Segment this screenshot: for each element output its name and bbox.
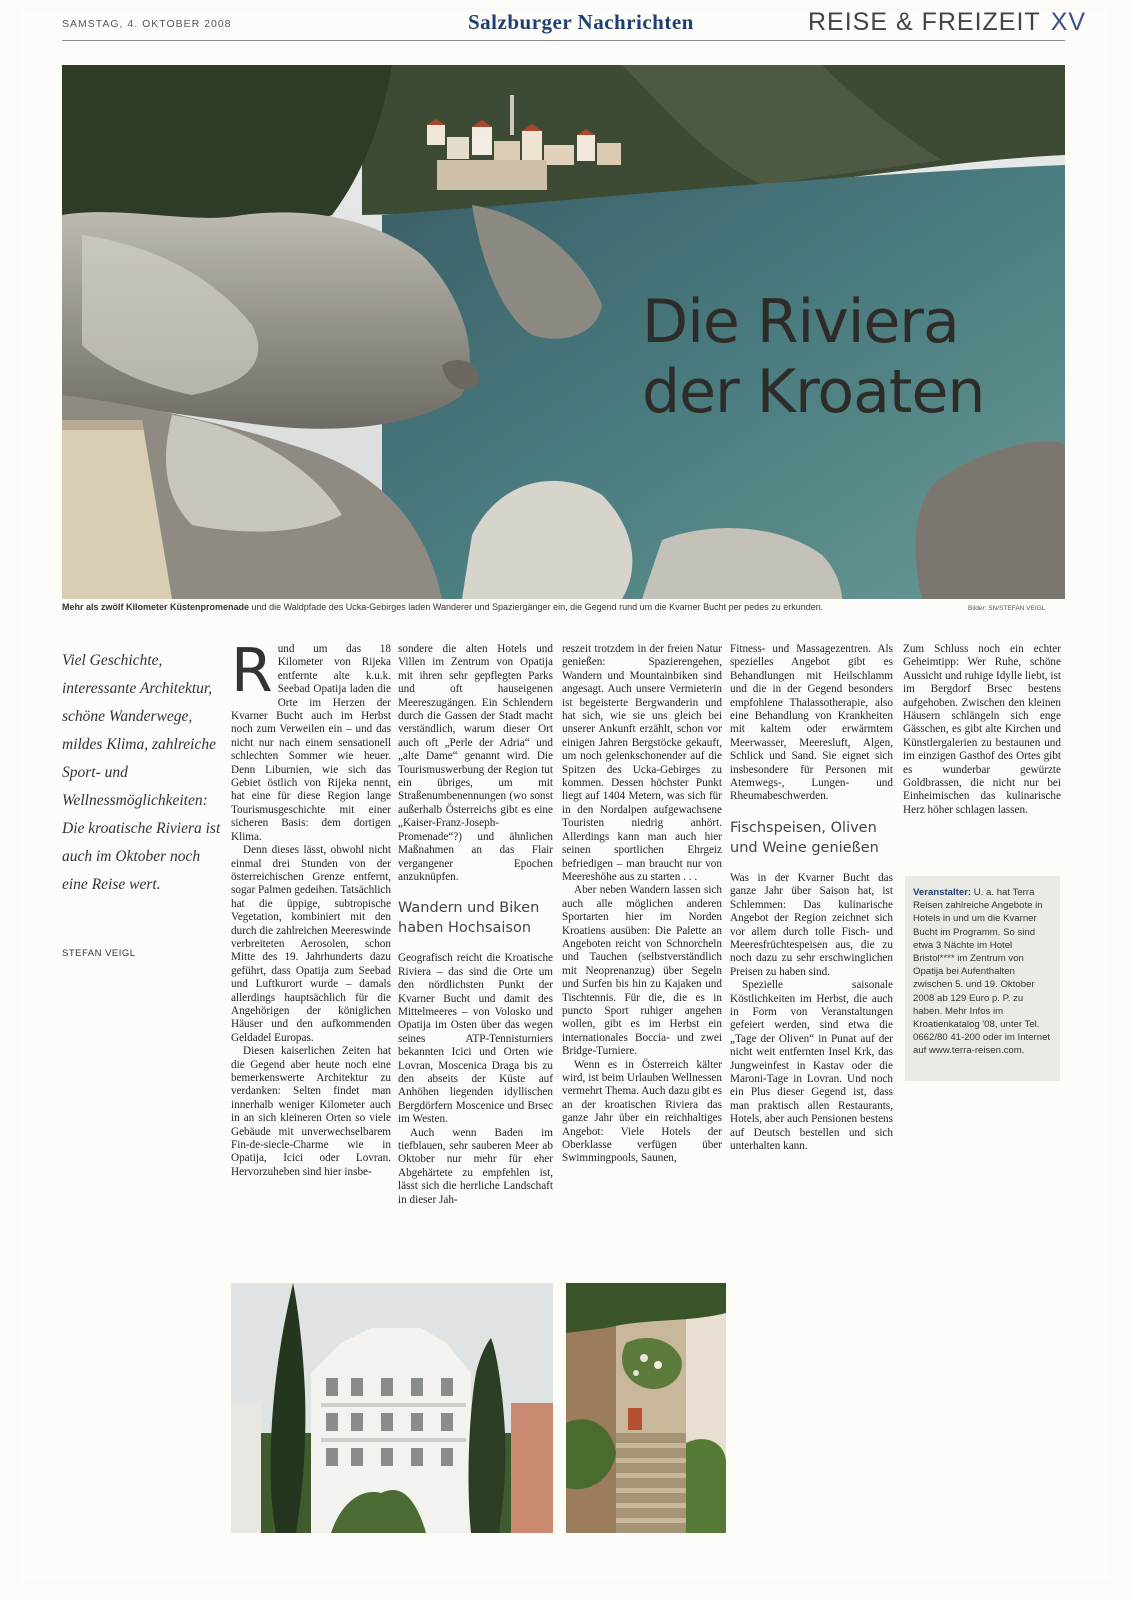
paragraph: Zum Schluss noch ein echter Geheimtipp: Wer Ruhe, schöne Aussicht und ruhige Idylle liebt, ist im Bergdorf Brsec bestens aufgehoben. Zwischen den kleinen Häusern schlängeln sich enge Gässchen, es gibt alte Kirchen und Künstlergalerien zu bestaunen und im einzigen Gasthof des Ortes gibt es wunderbar gewürzte Goldbrassen, die nicht nur bei Einheimischen das kulinarische Herz höher schlagen lassen. <box>903 643 1061 816</box>
paragraph: Spezielle saisonale Köstlichkeiten im Herbst, die auch in Form von Veranstaltungen gefeiert werden, sind etwa die „Tage der Oliven“ in Punat auf der nicht weit entfernten Insel Krk, das Jungweinfest in Kastav oder die Maroni-Tage in Lovran. Und noch ein Plus dieser Gegend ist, dass man praktisch allen Restaurants, Hotels, aber auch Pensionen bestens auf Deutsch bestellen und sich unterhalten kann. <box>730 979 893 1152</box>
headline-line-2: der Kroaten <box>642 357 985 427</box>
paragraph: Was in der Kvarner Bucht das ganze Jahr über Saison hat, ist Schlemmen: Das kulinarische Angebot der Region zeichnet sich vor allem durch tolle Fisch- und Meeresfrüchtespeisen aus, die zu noch dazu zu sehr erschwinglichen Preisen zu haben sind. <box>730 871 893 978</box>
paragraph: Denn dieses lässt, obwohl nicht einmal drei Stunden von der österreichischen Grenze entfernt, sogar Palmen gedeihen. Tatsächlich hat die üppige, subtropische Vegetation, kombiniert mit den durch die zahlreichen Meereswinde verbreiteten Aerosolen, schon Mitte des 19. Jahrhunderts dazu geführt, dass Opatija zum Seebad und Luftkurort wurde – damals allerdings hauptsächlich für die Angehörigen der königlichen Häuser und den aufkommenden Geldadel Europas. <box>231 844 391 1044</box>
alley-illustration <box>566 1283 726 1533</box>
photo-credit: Bilder: SN/STEFAN VEIGL <box>968 605 1046 612</box>
article-column-2 <box>398 643 553 1207</box>
page-number: XV <box>1050 8 1087 36</box>
header-divider <box>62 40 1065 41</box>
paragraph: reszeit trotzdem in der freien Natur genießen: Spazierengehen, Wandern und Mountainbiken sind angesagt. Auch unsere Vermieterin ist begeisterte Bergwanderin und hat sich, wie sie uns gleich bei unserer Ankunft erzählt, schon vor einigen Jahren Bergstöcke gekauft, um noch gelenkschonender auf die Spitzen des Ucka-Gebirges zu kommen. Dessen höchster Punkt liegt auf 1404 Metern, was sich für in den Nordalpen aufgewachsene Touristen niedrig anhört. Allerdings kann man auch hier seinen sportlichen Ehrgeiz befriedigen – man braucht nur von Meereshöhe aus zu starten . . . <box>562 643 722 883</box>
article-column-3 <box>562 643 722 1166</box>
paragraph: Aber neben Wandern lassen sich auch alle möglichen anderen Sportarten hier im Norden Kroatiens ausüben: Die Palette an Angeboten reicht von Schnorcheln und Tauchen (selbstverständlich mit Neoprenanzug) über Segeln und Surfen bis hin zu Kajaken und Tischtennis. Für die, die es in puncto Sport ruhiger angehen wollen, gibt es im Herbst ein internationales Boccia- und zwei Bridge-Turniere. <box>562 884 722 1058</box>
headline-line-1: Die Riviera <box>642 287 959 357</box>
paragraph: Fitness- und Massagezentren. Als spezielles Angebot gibt es Behandlungen mit Heilschlamm und die in der Gegend besonders empfohlene Thalassotherapie, also eine Behandlung von Krankheiten mit kaltem oder erwärmtem Meerwasser, Meeresluft, Algen, Schlick und Sand. Sie eignet sich insbesondere für Personen mit Atemwegs-, Lungen- und Rheumabeschwerden. <box>730 643 893 803</box>
issue-date: SAMSTAG, 4. OKTOBER 2008 <box>62 18 232 30</box>
author-byline: STEFAN VEIGL <box>62 948 136 959</box>
villa-illustration <box>231 1283 553 1533</box>
article-lead: Viel Geschichte, interessante Architektur, schöne Wanderwege, mildes Klima, zahlreiche Sport- und Wellnessmöglichkeiten: Die kroatische Riviera ist auch im Oktober noch eine Reise wert. <box>62 652 221 893</box>
alley-photo <box>566 1283 726 1533</box>
article-column-1 <box>231 636 391 1179</box>
paragraph: Diesen kaiserlichen Zeiten hat die Gegend aber heute noch eine bemerkenswerte Architektur zu verdanken: Selten findet man innerhalb weniger Kilometer auch in an sich kleineren Orten so viele Gebäude mit unverwechselbarem Fin-de-siecle-Charme wie in Opatija, Icici oder Lovran. Hervorzuheben sind hier insbe- <box>231 1045 391 1178</box>
tour-operator-infobox <box>905 876 1060 1081</box>
drop-cap: R <box>231 636 273 706</box>
paragraph: Wenn es in Österreich kälter wird, ist beim Urlauben Wellnessen vermehrt Thema. Auch dazu gibt es an der kroatischen Riviera das ganze Jahr über ein reichhaltiges Angebot: Viele Hotels der Oberklasse verfügen über Swimmingpools, Saunen, <box>562 1058 722 1165</box>
caption-bold: Mehr als zwölf Kilometer Küstenpromenade <box>62 602 250 612</box>
infobox-text: U. a. hat Terra Reisen zahlreiche Angebote in Hotels in und um die Kvarner Bucht im Programm. So sind etwa 3 Nächte im Hotel Bristol**** im Zentrum von Opatija bei Aufenthalten zwischen 5. und 19. Oktober 2008 ab 129 Euro p. P. zu haben. Mehr Infos im Kroatienkatalog '08, unter Tel. 0662/80 41-200 oder im Internet auf www.terra-reisen.com. <box>913 887 1051 1057</box>
villa-photo <box>231 1283 553 1533</box>
caption-text: und die Waldpfade des Ucka-Gebirges laden Wanderer und Spaziergänger ein, die Gegend rund um die Kvarner Bucht per pedes zu erkunden. <box>249 602 824 612</box>
paragraph: und um das 18 Kilometer von Rijeka entfernte alte k.u.k. Seebad Opatija laden die Orte im Herzen der Kvarner Bucht auch im Herbst noch zum Verweilen ein – und das nicht nur nach einem sensationell schlechten Sommer wie heuer. Denn Liburnien, wie sich das Gebiet östlich von Rijeka nennt, hat eine für diese Region lange Tourismusgeschichte mit einer sicheren Basis: dem dortigen Klima. <box>231 643 391 843</box>
subheading-food: Fischspeisen, Oliven und Weine genießen <box>730 819 879 856</box>
infobox-label: Veranstalter: <box>913 887 972 898</box>
paragraph: sondere die alten Hotels und Villen im Zentrum von Opatija mit ihren sehr gepflegten Parks und oft hauseigenen Meereszugängen. Ein Schlendern durch die Gassen der Stadt macht verständlich, warum dieser Ort auch oft „Perle der Adria“ und „alte Dame“ genannt wird. Die Tourismuswerbung der Region tut ein übriges, um mit Straßenumbenennungen (wo sonst außerhalb Österreichs gibt es eine „Kaiser-Franz-Joseph-Promenade“?) und ähnlichen Maßnahmen an das Flair vergangener Epochen anzuknüpfen. <box>398 643 553 883</box>
hero-photo <box>62 65 1065 599</box>
masthead: Salzburger Nachrichten <box>468 10 694 34</box>
photo-caption <box>62 602 962 612</box>
paragraph: Auch wenn Baden im tiefblauen, sehr sauberen Meer ab Oktober nur mehr für eher Abgehärtete zu empfehlen ist, lässt sich die herrliche Landschaft in dieser Jah- <box>398 1126 553 1206</box>
article-column-4 <box>730 643 893 1153</box>
subheading-hiking: Wandern und Biken haben Hochsaison <box>398 900 540 937</box>
headline <box>642 287 1062 427</box>
section-title: REISE & FREIZEIT <box>808 8 1041 36</box>
paragraph: Geografisch reicht die Kroatische Riviera – das sind die Orte um den nördlichsten Punkt der Kvarner Bucht und damit des Mittelmeeres – von Volosko und Opatija im Osten über das wegen seines ATP-Tennisturniers bekannten Icici und Orten wie Lovran, Moscenica Draga bis zu den abseits der Küste auf Anhöhen liegenden idyllischen Bergdörfern Moscenice und Brsec im Westen. <box>398 952 553 1126</box>
section-header <box>808 8 1086 37</box>
article-column-5 <box>903 643 1061 817</box>
